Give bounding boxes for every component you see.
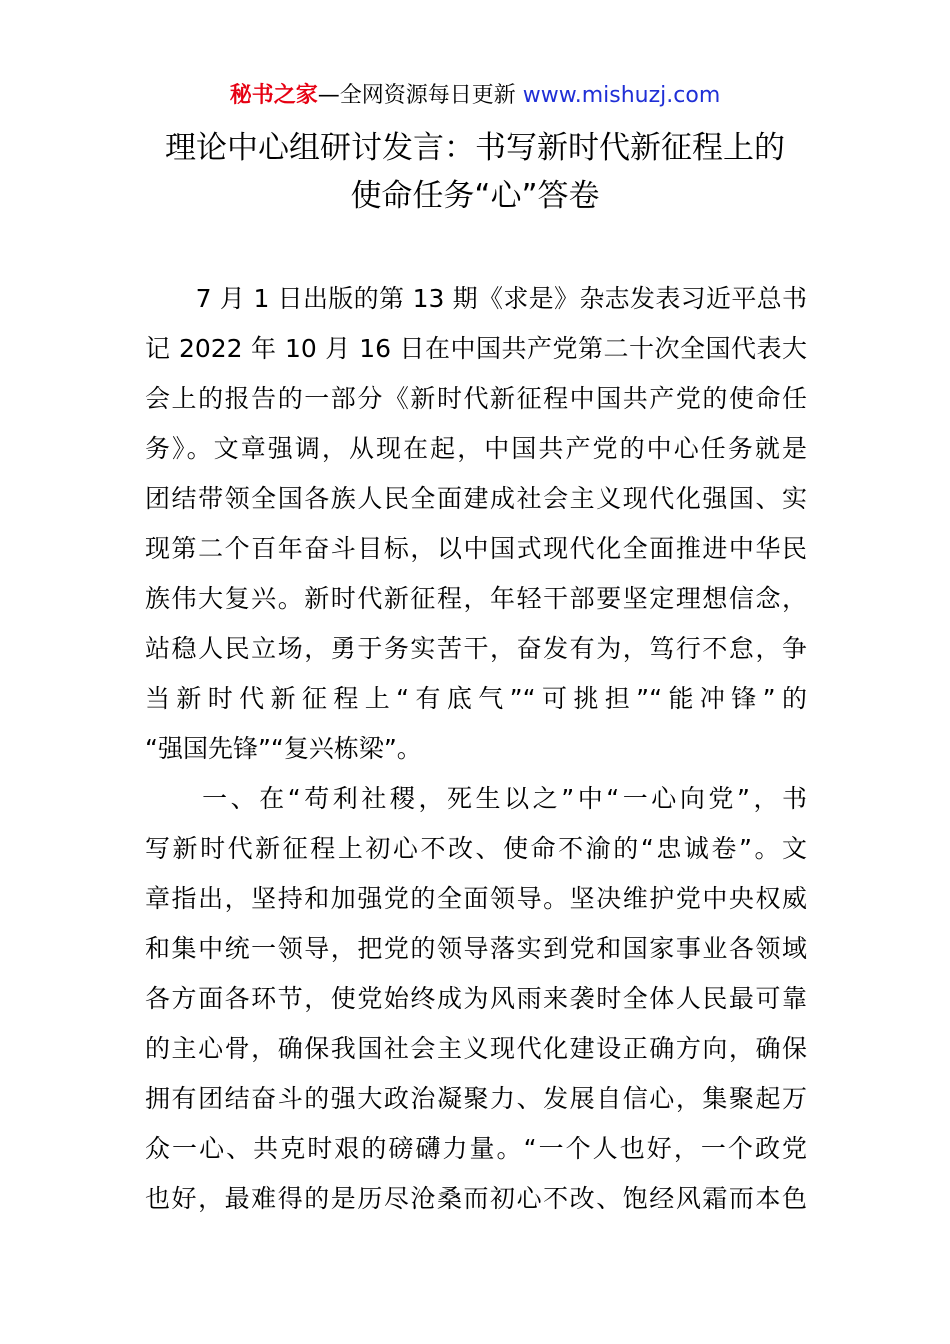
title-line-2: 使命任务“心”答卷 [350, 178, 600, 214]
header-tagline: —全网资源每日更新 [317, 83, 523, 108]
body-line: 各方面各环节，使党始终成为风雨来袭时全体人民最可靠 [145, 984, 807, 1013]
body-line: 一、在“苟利社稷，死生以之”中“一心向党”，书 [145, 784, 807, 813]
body-line: 众一心、共克时艰的磅礴力量。“一个人也好，一个政党 [145, 1134, 807, 1163]
body-line: 拥有团结奋斗的强大政治凝聚力、发展自信心，集聚起万 [145, 1084, 807, 1113]
body-line: 团结带领全国各族人民全面建成社会主义现代化强国、实 [145, 484, 807, 513]
body-line: 当新时代新征程上“有底气”“可挑担”“能冲锋”的 [145, 684, 807, 713]
body-line: 写新时代新征程上初心不改、使命不渝的“忠诚卷”。文 [145, 834, 807, 863]
body-line: 的主心骨，确保我国社会主义现代化建设正确方向，确保 [145, 1034, 807, 1063]
site-header [0, 80, 950, 112]
document-title [0, 124, 950, 220]
site-url-link[interactable]: www.mishuzj.com [522, 83, 721, 108]
body-line: 族伟大复兴。新时代新征程，年轻干部要坚定理想信念， [145, 584, 807, 613]
body-line: “强国先锋”“复兴栋梁”。 [145, 734, 422, 763]
body-line: 7 月 1 日出版的第 13 期《求是》杂志发表习近平总书 [145, 284, 807, 313]
body-line: 现第二个百年奋斗目标，以中国式现代化全面推进中华民 [145, 534, 807, 563]
body-line: 会上的报告的一部分《新时代新征程中国共产党的使命任 [145, 384, 807, 413]
body-line: 站稳人民立场，勇于务实苦干，奋发有为，笃行不怠，争 [145, 634, 807, 663]
title-line-1: 理论中心组研讨发言：书写新时代新征程上的 [165, 130, 785, 166]
body-line: 务》。文章强调，从现在起，中国共产党的中心任务就是 [145, 434, 807, 463]
body-line: 也好，最难得的是历尽沧桑而初心不改、饱经风霜而本色 [145, 1184, 807, 1213]
body-line: 和集中统一领导，把党的领导落实到党和国家事业各领域 [145, 934, 807, 963]
brand-name: 秘书之家 [229, 83, 318, 108]
body-line: 章指出，坚持和加强党的全面领导。坚决维护党中央权威 [145, 884, 807, 913]
document-body [145, 274, 807, 1224]
body-line: 记 2022 年 10 月 16 日在中国共产党第二十次全国代表大 [145, 334, 807, 363]
